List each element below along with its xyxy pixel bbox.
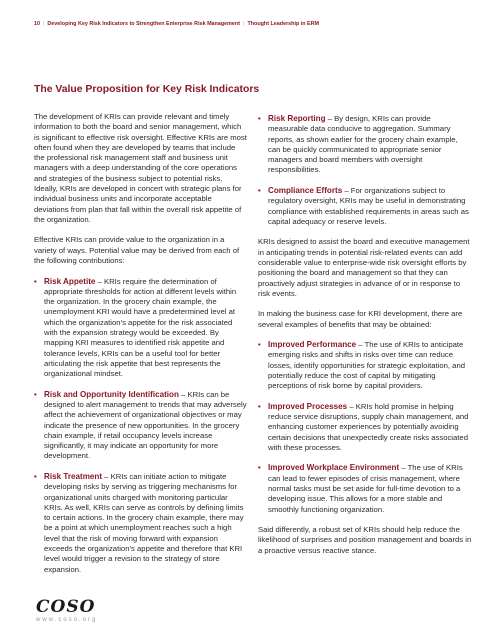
- bullet-item: [258, 402, 472, 453]
- bullet-text: – KRIs hold promise in helping reduce service disruptions, supply chain management, and enhancing customer experiences by potentially avoiding certain decisions that unexpectedly create risks associated with these processes.: [268, 401, 469, 452]
- bullet-item: [258, 186, 472, 227]
- bullet-item: [258, 340, 472, 391]
- bullet-text: – For organizations subject to regulatory oversight, KRIs may be useful in demonstrating compliance with established requirements in areas such as capital adequacy or reserve levels.: [268, 185, 469, 226]
- paragraph: The development of KRIs can provide relevant and timely information to both the board and senior management, which is significant to effective risk oversight. Effective KRIs are most often found when they are developed by teams that include the professional risk management staff and business unit managers with a deep understanding of the core operations and strategies of the business subject to potential risks. Ideally, KRIs are developed in concert with strategic plans for individual business units and incorporate acceptable deviations from plan that fall within the overall risk appetite of the organization.: [34, 112, 247, 224]
- series-title: Thought Leadership in ERM: [247, 21, 320, 27]
- bullet-item: [34, 277, 247, 380]
- bullet-item: [258, 114, 472, 176]
- section-title: The Value Proposition for Key Risk Indicators: [34, 84, 260, 95]
- bullet-term: Improved Workplace Environment: [268, 463, 400, 473]
- bullet-text: – The use of KRIs to anticipate emerging risks and shifts in risks over time can reduce losses, identify opportunities for strategic exploitation, and potentially reduce the cost of capital by mitigating perceptions of risk borne by capital providers.: [268, 340, 465, 391]
- bullet-icon: •: [258, 340, 261, 350]
- bullet-icon: •: [34, 276, 37, 286]
- bullet-item: [34, 472, 247, 575]
- paragraph: In making the business case for KRI development, there are several examples of benefits that may be obtained:: [258, 309, 463, 329]
- bullet-item: [34, 390, 247, 462]
- footer-url[interactable]: www.coso.org: [36, 617, 98, 623]
- bullet-term: Risk Appetite: [44, 276, 96, 286]
- coso-logo: COSO: [36, 597, 96, 617]
- bullet-term: Risk and Opportunity Identification: [44, 389, 179, 399]
- bullet-term: Improved Processes: [268, 401, 348, 411]
- running-header: [34, 21, 319, 27]
- paragraph: Effective KRIs can provide value to the organization in a variety of ways. Potential value may be derived from each of the following contributions:: [34, 235, 240, 266]
- bullet-text: – By design, KRIs can provide measurable data conducive to aggregation. Summary reports, as shown earlier for the grocery chain example, can be quickly communicated to appropriate senior managers and board members with oversight responsibilities.: [268, 114, 458, 175]
- bullet-term: Improved Performance: [268, 340, 357, 350]
- header-divider: |: [243, 21, 245, 27]
- bullet-icon: •: [34, 471, 37, 481]
- document-title: Developing Key Risk Indicators to Strengthen Enterprise Risk Management: [47, 21, 241, 27]
- bullet-icon: •: [258, 185, 261, 195]
- bullet-text: – KRIs can be designed to alert management to trends that may adversely affect the achievement of organizational objectives or may indicate the presence of new opportunities. In the grocery chain example, if retail occupancy levels increase significantly, it may indicate an opportunity for more development.: [44, 389, 247, 461]
- bullet-icon: •: [34, 389, 37, 399]
- bullet-text: – KRIs require the determination of appropriate thresholds for action at different levels within the organization. In the grocery chain example, the unemployment KRI would have a predetermined level at which the organization’s appetite for the risk associated with the expansion strategy would be exceeded. By mapping KRI measures to identified risk appetite and tolerance levels, KRIs can be a useful tool for better articulating the risk appetite that best represents the organizational mindset.: [44, 276, 237, 379]
- bullet-text: – KRIs can initiate action to mitigate developing risks by serving as triggering mechanisms for organizational units charged with monitoring particular KRIs. As well, KRIs can serve as controls by defining limits to certain actions. In the grocery chain example, there may be a point at which unemployment reaches such a high level that the risk of moving forward with expansion exceeds the organization’s appetite and therefore that KRI level would trigger a revision to the strategy of store expansion.: [44, 471, 244, 574]
- bullet-icon: •: [258, 463, 261, 473]
- paragraph: Said differently, a robust set of KRIs should help reduce the likelihood of surprises and position management and boards in a proactive versus reactive stance.: [258, 525, 472, 555]
- paragraph: KRIs designed to assist the board and executive management in anticipating trends in potential risk-related events can add considerable value to enterprise-wide risk oversight efforts by positioning the board and management so that they can proactively adjust strategies in advance of or in response to risk events.: [258, 237, 470, 298]
- right-column: [258, 114, 472, 566]
- bullet-term: Risk Treatment: [44, 471, 103, 481]
- bullet-item: [258, 463, 472, 514]
- bullet-icon: •: [258, 401, 261, 411]
- header-divider: |: [43, 21, 45, 27]
- bullet-term: Compliance Efforts: [268, 185, 343, 195]
- page-number: 10: [34, 21, 40, 27]
- bullet-text: – The use of KRIs can lead to fewer episodes of crisis management, where normal tasks must be set aside for full-time devotion to a developing issue. This allows for a more stable and smoothly functioning organization.: [268, 463, 463, 514]
- left-column: [34, 112, 247, 585]
- bullet-term: Risk Reporting: [268, 114, 326, 123]
- bullet-icon: •: [258, 114, 261, 123]
